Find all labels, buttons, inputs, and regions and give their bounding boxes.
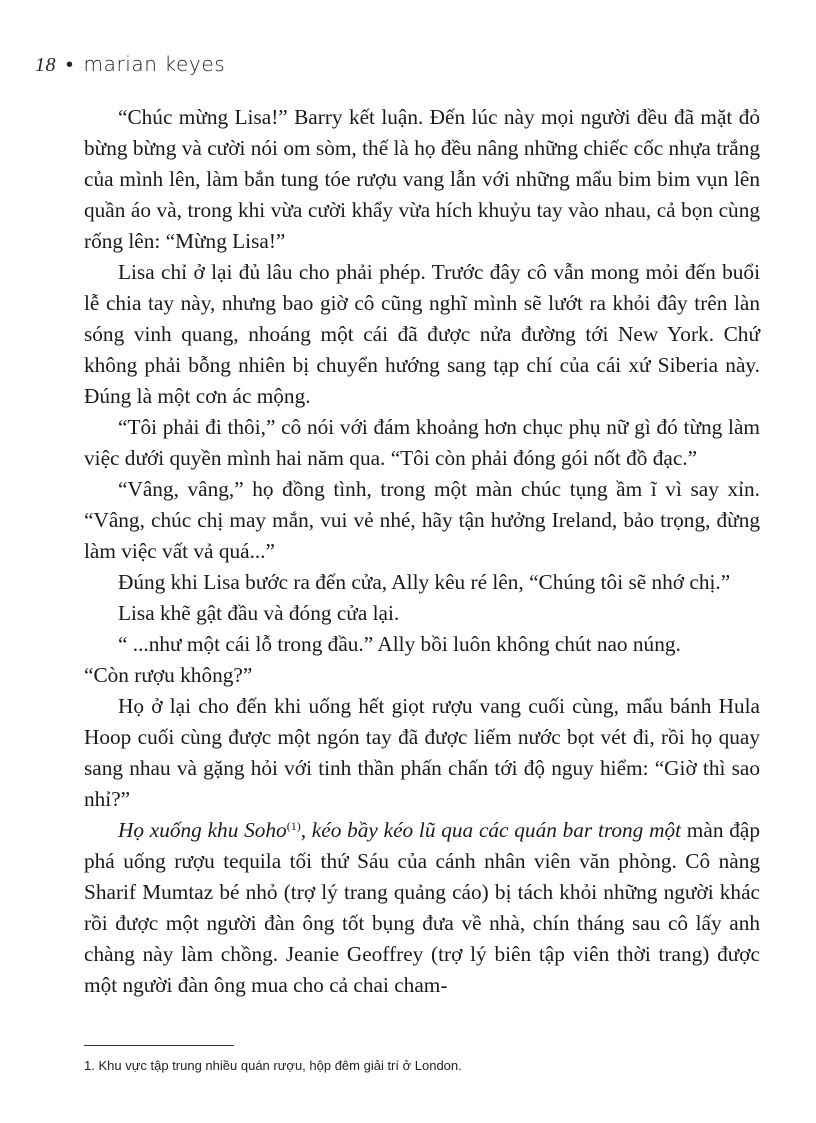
paragraph: “Còn rượu không?” (84, 663, 253, 687)
paragraph: “Chúc mừng Lisa!” Barry kết luận. Đến lúc này mọi người đều đã mặt đỏ bừng bừng và cười nói om sòm, thế là họ đều nâng những chiếc cốc nhựa trắng của mình lên, làm bắn tung tóe rượu vang lẫn với những mẩu bim bim vụn lên quần áo và, trong khi vừa cười khẩy vừa hích khuỷu tay vào nhau, cả bọn cùng rống lên: “Mừng Lisa!” (84, 105, 760, 253)
paragraph: Đúng khi Lisa bước ra đến cửa, Ally kêu ré lên, “Chúng tôi sẽ nhớ chị.” (118, 570, 731, 594)
paragraph: “Tôi phải đi thôi,” cô nói với đám khoảng hơn chục phụ nữ gì đó từng làm việc dưới quyền mình hai năm qua. “Tôi còn phải đóng gói nốt đồ đạc.” (84, 415, 760, 470)
body-text (84, 102, 760, 1001)
page-number: 18 (35, 54, 56, 76)
paragraph: Lisa khẽ gật đầu và đóng cửa lại. (118, 601, 400, 625)
paragraph-rest: màn đập phá uống rượu tequila tối thứ Sáu của cánh nhân viên văn phòng. Cô nàng Sharif Mumtaz bé nhỏ (trợ lý trang quảng cáo) bị tách khỏi những người khác rồi được một người đàn ông tốt bụng đưa về nhà, chín tháng sau cô lấy anh chàng này làm chồng. Jeanie Geoffrey (trợ lý biên tập viên thời trang) được một người đàn ông mua cho cả chai cham- (84, 818, 760, 997)
separator-dot: • (66, 54, 74, 76)
footnote-ref: (1) (286, 819, 301, 833)
paragraph: “Vâng, vâng,” họ đồng tình, trong một màn chúc tụng ầm ĩ vì say xỉn. “Vâng, chúc chị may mắn, vui vẻ nhé, hãy tận hưởng Ireland, bảo trọng, đừng làm việc vất vả quá...” (84, 477, 760, 563)
paragraph: “ ...như một cái lỗ trong đầu.” Ally bồi luôn không chút nao núng. (118, 632, 681, 656)
footnote-divider (84, 1045, 234, 1046)
paragraph: Họ ở lại cho đến khi uống hết giọt rượu vang cuối cùng, mẩu bánh Hula Hoop cuối cùng được một ngón tay đã được liếm nước bọt vét đi, rồi họ quay sang nhau và gặng hỏi với tinh thần phấn chấn tới độ nguy hiểm: “Giờ thì sao nhỉ?” (84, 694, 760, 811)
paragraph-last (84, 815, 760, 1001)
author-name: marian keyes (83, 52, 226, 76)
paragraph: Lisa chỉ ở lại đủ lâu cho phải phép. Trước đây cô vẫn mong mỏi đến buổi lễ chia tay này, nhưng bao giờ cô cũng nghĩ mình sẽ lướt ra khỏi đây trên làn sóng vinh quang, nhoáng một cái đã được nửa đường tới New York. Chứ không phải bỗng nhiên bị chuyển hướng sang tạp chí của cái xứ Siberia này. Đúng là một cơn ác mộng. (84, 260, 760, 408)
running-head (35, 52, 225, 77)
italic-text-2: , kéo bầy kéo lũ qua các quán bar trong một (300, 818, 682, 842)
footnote: 1. Khu vực tập trung nhiều quán rượu, hộp đêm giải trí ở London. (84, 1058, 462, 1073)
italic-text: Họ xuống khu Soho (118, 818, 287, 842)
